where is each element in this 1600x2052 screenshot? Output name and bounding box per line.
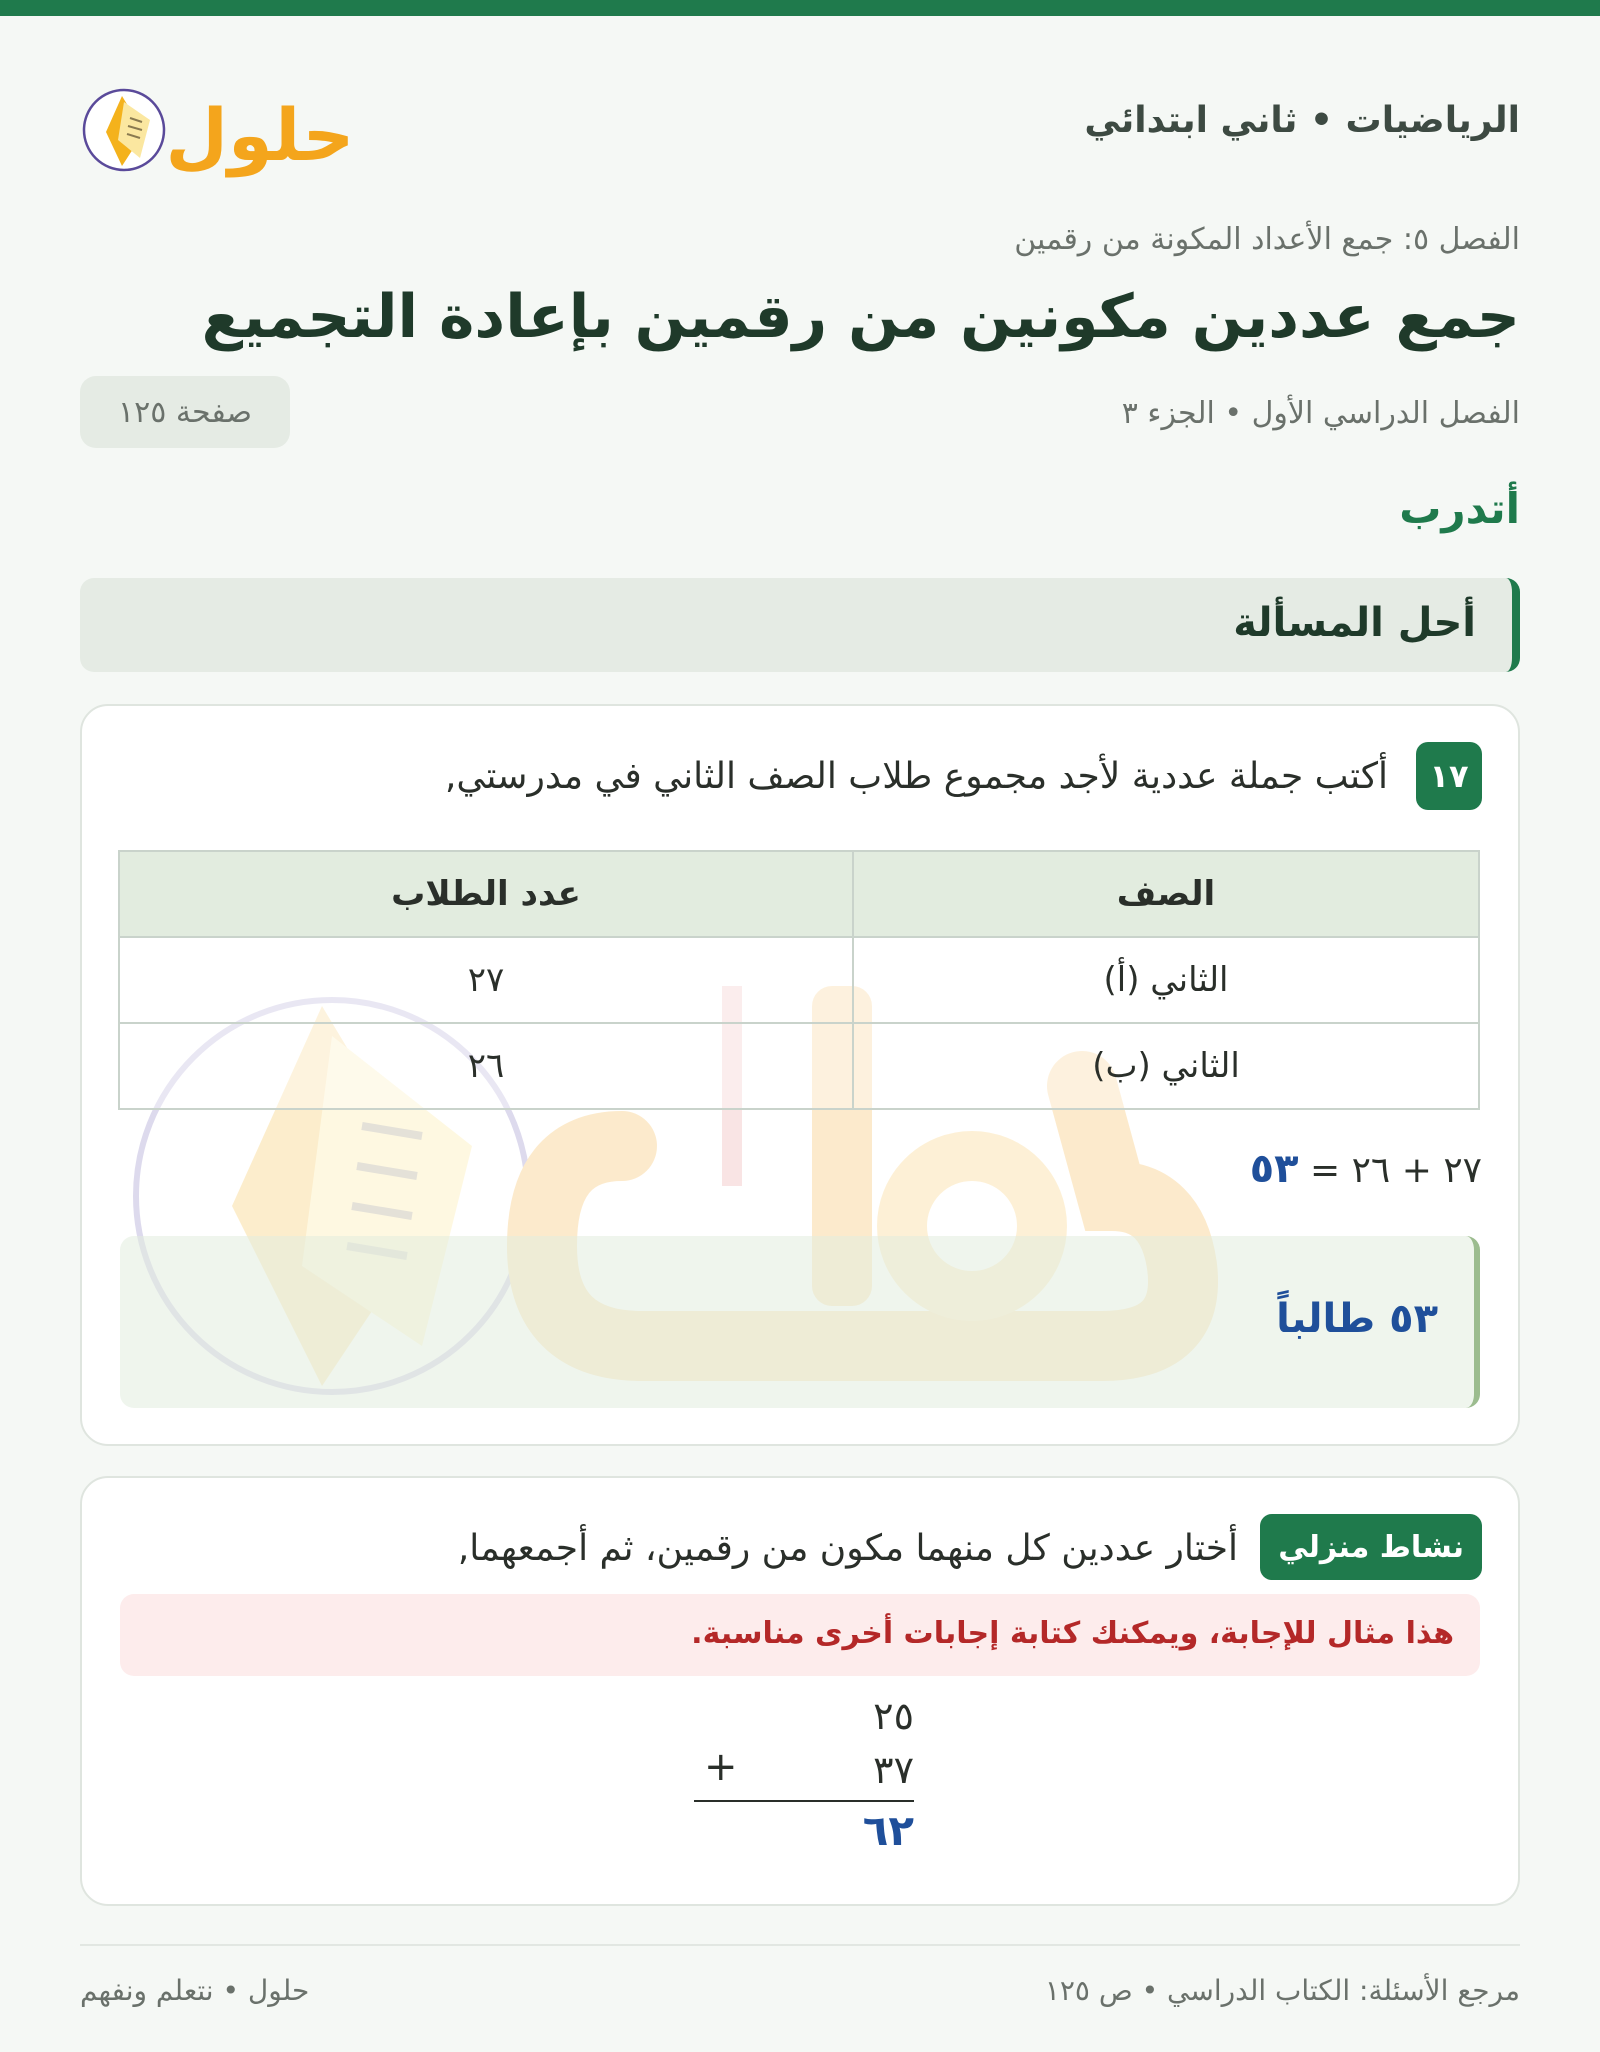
term-label: الفصل الدراسي الأول • الجزء ٣ — [1121, 396, 1520, 431]
question-card — [80, 704, 1520, 1446]
number-sentence — [1250, 1146, 1482, 1192]
table-header-class: الصف — [853, 851, 1479, 937]
subject-title: الرياضيات • ثاني ابتدائي — [1084, 100, 1520, 141]
students-table — [118, 850, 1480, 1110]
table-cell-class: الثاني (أ) — [853, 937, 1479, 1023]
chapter-label: الفصل ٥: جمع الأعداد المكونة من رقمين — [1014, 222, 1520, 257]
top-accent-bar — [0, 0, 1600, 16]
page-number-badge: صفحة ١٢٥ — [80, 376, 290, 448]
plus-sign: + — [704, 1744, 738, 1790]
sum-result: ٦٢ — [862, 1806, 914, 1855]
logo-text: حلول — [165, 93, 355, 177]
example-note — [120, 1594, 1480, 1676]
table-header-count: عدد الطلاب — [119, 851, 853, 937]
example-note-text: هذا مثال للإجابة، ويمكنك كتابة إجابات أخرى مناسبة. — [691, 1616, 1454, 1651]
answer-box — [120, 1236, 1480, 1408]
table-header-row — [119, 851, 1479, 937]
table-cell-class: الثاني (ب) — [853, 1023, 1479, 1109]
page-header — [80, 62, 1520, 192]
table-cell-count: ٢٧ — [119, 937, 853, 1023]
footer-divider — [80, 1944, 1520, 1946]
sum-line — [694, 1800, 914, 1802]
addend-first: ٢٥ — [873, 1694, 914, 1738]
table-cell-count: ٢٦ — [119, 1023, 853, 1109]
section-bar — [80, 578, 1520, 672]
answer-text: ٥٣ طالباً — [1276, 1296, 1438, 1342]
homework-card — [80, 1476, 1520, 1906]
addend-second: ٣٧ — [873, 1748, 914, 1792]
footer-brand: حلول • نتعلم ونفهم — [80, 1974, 310, 2007]
table-row — [119, 1023, 1479, 1109]
section-bar-title: أحل المسألة — [1233, 600, 1476, 646]
homework-text: أختار عددين كل منهما مكون من رقمين، ثم أجمعهما, — [457, 1528, 1238, 1569]
footer-source: مرجع الأسئلة: الكتاب الدراسي • ص ١٢٥ — [1044, 1974, 1520, 2007]
vertical-addition — [694, 1694, 914, 1854]
equation-result: ٥٣ — [1249, 1146, 1299, 1192]
homework-badge: نشاط منزلي — [1260, 1514, 1482, 1580]
hloul-logo-icon — [80, 62, 360, 192]
question-text: أكتب جملة عددية لأجد مجموع طلاب الصف الثاني في مدرستي, — [444, 756, 1388, 797]
question-number-badge: ١٧ — [1416, 742, 1482, 810]
section-label: أتدرب — [1399, 484, 1520, 533]
lesson-title: جمع عددين مكونين من رقمين بإعادة التجميع — [201, 282, 1520, 352]
table-row — [119, 937, 1479, 1023]
equation-expression: ٢٧ + ٢٦ = — [1309, 1150, 1482, 1191]
